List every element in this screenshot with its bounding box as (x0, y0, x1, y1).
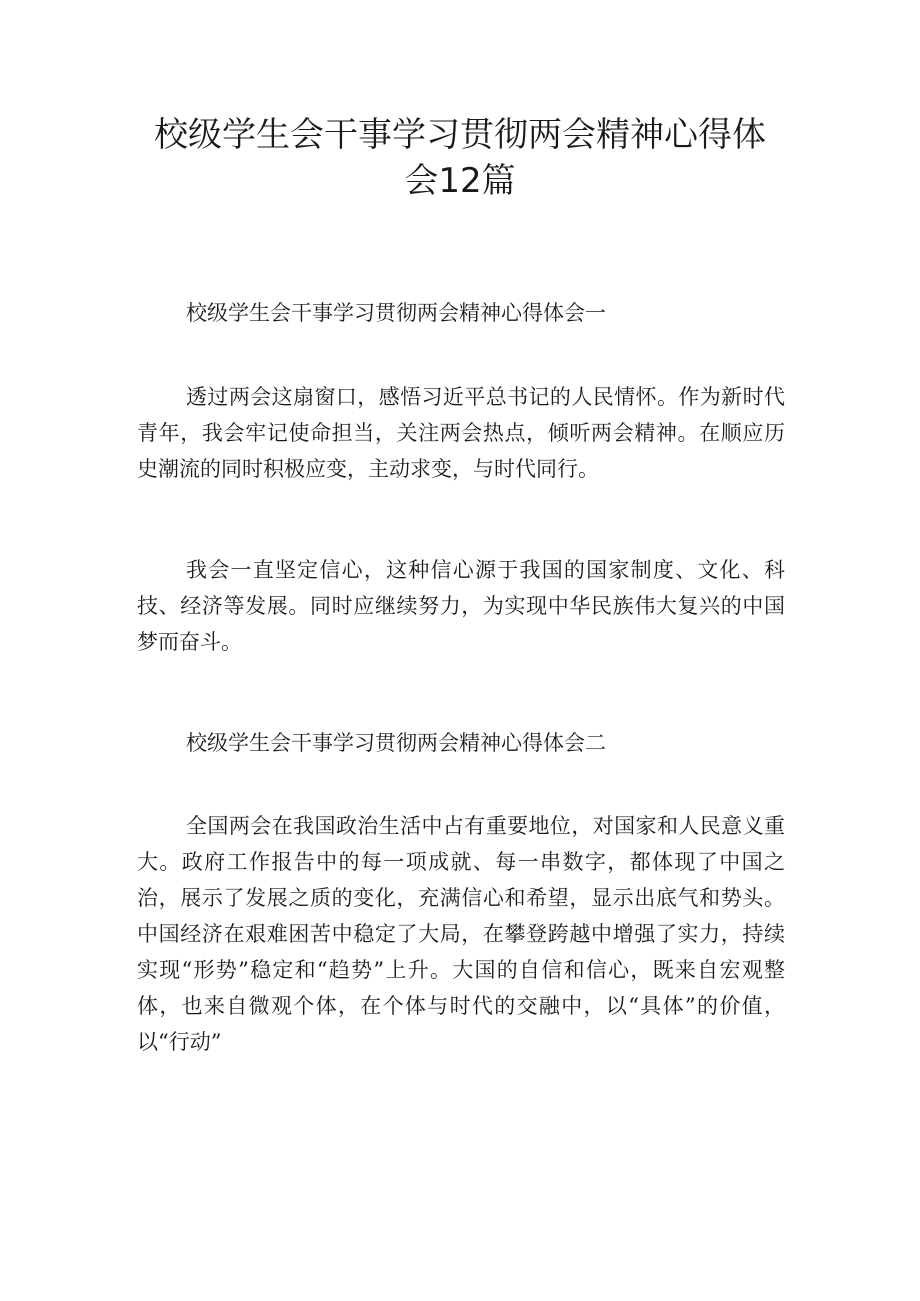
section-1-paragraph-1: 透过两会这扇窗口，感悟习近平总书记的人民情怀。作为新时代青年，我会牢记使命担当，关注两会热点，倾听两会精神。在顺应历史潮流的同时积极应变，主动求变，与时代同行。 (137, 385, 785, 481)
section-2-heading: 校级学生会干事学习贯彻两会精神心得体会二 (186, 731, 606, 755)
title-line-1: 校级学生会干事学习贯彻两会精神心得体 (154, 115, 766, 155)
section-1-heading: 校级学生会干事学习贯彻两会精神心得体会一 (186, 301, 606, 325)
document-title (110, 112, 810, 204)
section-2-paragraph-1: 全国两会在我国政治生活中占有重要地位，对国家和人民意义重大。政府工作报告中的每一项成就、每一串数字，都体现了中国之治，展示了发展之质的变化，充满信心和希望，显示出底气和势头。中国经济在艰难困苦中稳定了大局，在攀登跨越中增强了实力，持续实现“形势”稳定和“趋势”上升。大国的自信和信心，既来自宏观整体，也来自微观个体，在个体与时代的交融中，以“具体”的价值，以“行动” (137, 814, 785, 1054)
title-line-2: 会12篇 (404, 161, 516, 201)
section-1-paragraph-2: 我会一直坚定信心，这种信心源于我国的国家制度、文化、科技、经济等发展。同时应继续努力，为实现中华民族伟大复兴的中国梦而奋斗。 (137, 558, 785, 654)
